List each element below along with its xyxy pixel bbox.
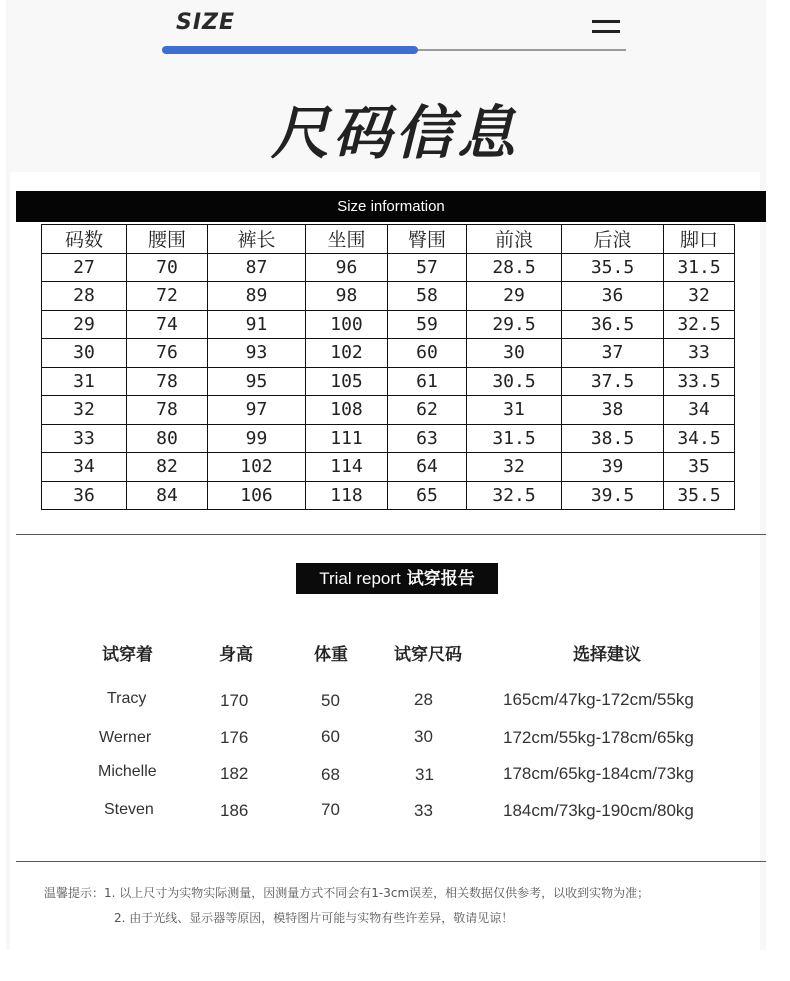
table-cell: 78 <box>127 396 208 425</box>
table-cell: 34.5 <box>664 424 735 453</box>
table-row <box>42 282 735 311</box>
trial-col-header: 身高 <box>219 645 253 665</box>
trial-height: 170 <box>220 691 249 710</box>
table-cell: 91 <box>208 310 306 339</box>
section-divider <box>16 534 766 535</box>
table-cell: 32 <box>664 282 735 311</box>
size-table <box>41 224 735 510</box>
trial-col-header: 体重 <box>314 645 348 665</box>
table-cell: 33 <box>664 339 735 368</box>
table-cell: 30 <box>42 339 127 368</box>
col-header: 脚口 <box>664 225 735 254</box>
table-cell: 111 <box>306 424 388 453</box>
table-cell: 32 <box>467 453 562 482</box>
size-table-header <box>42 225 735 254</box>
col-header: 腰围 <box>127 225 208 254</box>
size-info-banner: Size information <box>16 191 766 222</box>
table-cell: 64 <box>388 453 467 482</box>
table-cell: 108 <box>306 396 388 425</box>
table-row <box>42 253 735 282</box>
table-cell: 100 <box>306 310 388 339</box>
table-cell: 76 <box>127 339 208 368</box>
table-cell: 89 <box>208 282 306 311</box>
table-cell: 82 <box>127 453 208 482</box>
table-cell: 38.5 <box>562 424 664 453</box>
trial-suggestion: 178cm/65kg-184cm/73kg <box>503 764 694 783</box>
table-cell: 35 <box>664 453 735 482</box>
table-cell: 36 <box>562 282 664 311</box>
trial-weight: 60 <box>321 727 340 746</box>
table-cell: 30 <box>467 339 562 368</box>
table-cell: 72 <box>127 282 208 311</box>
table-cell: 78 <box>127 367 208 396</box>
table-cell: 84 <box>127 481 208 510</box>
trial-name: Steven <box>104 801 154 818</box>
col-header: 裤长 <box>208 225 306 254</box>
table-row <box>42 453 735 482</box>
table-cell: 36.5 <box>562 310 664 339</box>
table-cell: 33 <box>42 424 127 453</box>
table-cell: 87 <box>208 253 306 282</box>
table-cell: 97 <box>208 396 306 425</box>
trial-suggestion: 184cm/73kg-190cm/80kg <box>503 801 694 820</box>
trial-size: 31 <box>415 765 434 784</box>
table-cell: 34 <box>42 453 127 482</box>
trial-col-header: 选择建议 <box>573 645 641 665</box>
trial-name: Werner <box>99 729 152 746</box>
col-header: 臀围 <box>388 225 467 254</box>
table-cell: 35.5 <box>664 481 735 510</box>
table-cell: 118 <box>306 481 388 510</box>
trial-height: 182 <box>220 764 249 783</box>
table-cell: 32 <box>42 396 127 425</box>
table-cell: 29 <box>467 282 562 311</box>
trial-size: 33 <box>414 801 433 820</box>
trial-col-header: 试穿尺码 <box>394 645 462 665</box>
table-cell: 62 <box>388 396 467 425</box>
table-cell: 29.5 <box>467 310 562 339</box>
trial-title-en: Trial report <box>319 569 401 588</box>
section-divider <box>16 861 766 862</box>
table-cell: 31.5 <box>664 253 735 282</box>
table-cell: 98 <box>306 282 388 311</box>
table-cell: 105 <box>306 367 388 396</box>
table-cell: 28.5 <box>467 253 562 282</box>
table-row <box>42 310 735 339</box>
trial-size: 30 <box>414 727 433 746</box>
table-cell: 39 <box>562 453 664 482</box>
table-cell: 34 <box>664 396 735 425</box>
table-cell: 28 <box>42 282 127 311</box>
trial-name: Tracy <box>107 690 147 707</box>
table-cell: 35.5 <box>562 253 664 282</box>
table-cell: 102 <box>306 339 388 368</box>
table-cell: 57 <box>388 253 467 282</box>
table-cell: 58 <box>388 282 467 311</box>
table-cell: 27 <box>42 253 127 282</box>
table-row <box>42 396 735 425</box>
table-cell: 29 <box>42 310 127 339</box>
table-cell: 37 <box>562 339 664 368</box>
table-cell: 60 <box>388 339 467 368</box>
trial-title-cn: 试穿报告 <box>406 569 475 589</box>
table-cell: 31 <box>42 367 127 396</box>
table-cell: 70 <box>127 253 208 282</box>
trial-height: 186 <box>220 801 249 820</box>
menu-icon[interactable] <box>592 20 620 34</box>
header-accent-bar <box>162 46 418 54</box>
table-row <box>42 481 735 510</box>
col-header: 后浪 <box>562 225 664 254</box>
table-cell: 93 <box>208 339 306 368</box>
col-header: 前浪 <box>467 225 562 254</box>
trial-suggestion: 165cm/47kg-172cm/55kg <box>503 690 694 709</box>
note-line-2: 2. 由于光线、显示器等原因，模特图片可能与实物有些许差异，敬请见谅！ <box>114 911 514 925</box>
table-cell: 96 <box>306 253 388 282</box>
table-cell: 102 <box>208 453 306 482</box>
table-cell: 80 <box>127 424 208 453</box>
table-cell: 59 <box>388 310 467 339</box>
table-cell: 37.5 <box>562 367 664 396</box>
trial-weight: 50 <box>321 691 340 710</box>
table-cell: 106 <box>208 481 306 510</box>
table-cell: 65 <box>388 481 467 510</box>
table-cell: 32.5 <box>664 310 735 339</box>
table-cell: 36 <box>42 481 127 510</box>
col-header: 码数 <box>42 225 127 254</box>
table-cell: 30.5 <box>467 367 562 396</box>
trial-weight: 68 <box>321 765 340 784</box>
table-cell: 99 <box>208 424 306 453</box>
table-cell: 63 <box>388 424 467 453</box>
table-cell: 33.5 <box>664 367 735 396</box>
col-header: 坐围 <box>306 225 388 254</box>
trial-suggestion: 172cm/55kg-178cm/65kg <box>503 728 694 747</box>
table-cell: 39.5 <box>562 481 664 510</box>
table-cell: 95 <box>208 367 306 396</box>
table-cell: 74 <box>127 310 208 339</box>
table-cell: 114 <box>306 453 388 482</box>
table-cell: 38 <box>562 396 664 425</box>
trial-size: 28 <box>414 690 433 709</box>
table-row <box>42 367 735 396</box>
trial-col-header: 试穿着 <box>102 645 153 665</box>
page-title: 尺码信息 <box>270 99 519 167</box>
table-cell: 32.5 <box>467 481 562 510</box>
note-line-1: 温馨提示：1. 以上尺寸为实物实际测量，因测量方式不同会有1-3cm误差，相关数据仅供参考，以收到实物为准； <box>44 886 650 900</box>
table-row <box>42 424 735 453</box>
table-cell: 31 <box>467 396 562 425</box>
trial-report-title <box>296 563 498 594</box>
trial-name: Michelle <box>98 763 157 780</box>
table-cell: 61 <box>388 367 467 396</box>
size-label: SIZE <box>176 10 236 35</box>
table-row <box>42 339 735 368</box>
trial-height: 176 <box>220 728 249 747</box>
table-cell: 31.5 <box>467 424 562 453</box>
trial-weight: 70 <box>321 800 340 819</box>
